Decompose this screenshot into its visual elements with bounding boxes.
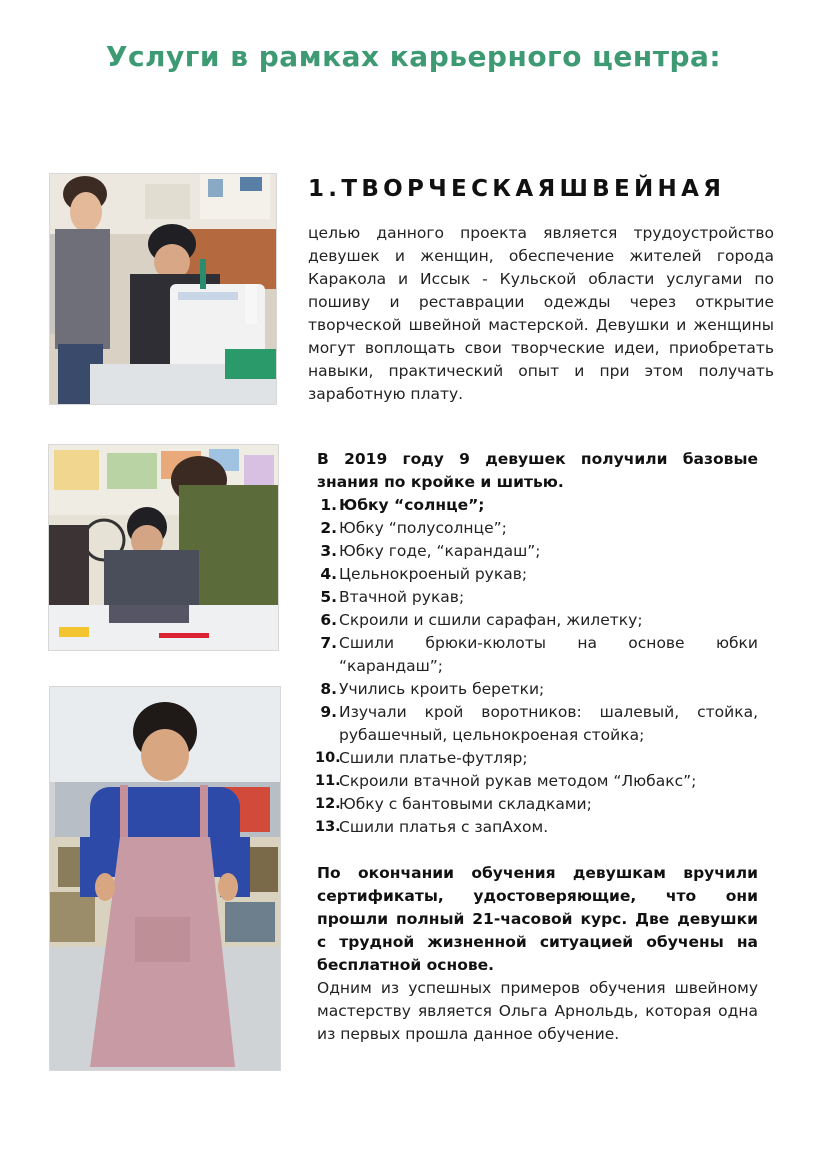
certificates-paragraph: По окончании обучения девушкам вручили сертификаты, удостоверяющие, что они прошли полный 21-часовой курс. Две девушки с трудной жизненной ситуацией обучены на бесплатной основе. xyxy=(317,864,758,974)
list-item: 8. Учились кроить беретки; xyxy=(320,680,545,698)
list-item: 9. Изучали крой воротников: шалевый, стойка, рубашечный, цельнокроеная стойка; xyxy=(320,703,758,744)
success-example-paragraph: Одним из успешных примеров обучения швейному мастерству является Ольга Арнольдь, которая одна из первых прошла данное обучение. xyxy=(317,979,758,1043)
page-title: Услуги в рамках карьерного центра: xyxy=(105,40,722,73)
list-item: 7. Сшили брюки-кюлоты на основе юбки “карандаш”; xyxy=(320,634,758,675)
list-item: 1. Юбку “солнце”; xyxy=(320,496,485,514)
list-item: 3. Юбку годе, “карандаш”; xyxy=(320,542,541,560)
list-item: 4. Цельнокроеный рукав; xyxy=(320,565,528,583)
course-list xyxy=(317,494,758,839)
pinafore-dress-photo xyxy=(49,686,281,1071)
list-item: 11. Скроили втачной рукав методом “Любакс”; xyxy=(315,772,697,790)
fabric-cutting-photo xyxy=(48,444,279,651)
training-results xyxy=(317,448,758,1046)
section-heading: 1.ТВОРЧЕСКАЯШВЕЙНАЯ xyxy=(308,176,726,202)
project-description: целью данного проекта является трудоустройство девушек и женщин, обеспечение жителей города Каракола и Иссык - Кульской области услугами по пошиву и реставрации одежды через открытие творческой швейной мастерской. Девушки и женщины могут воплощать свои творческие идеи, приобретать навыки, практический опыт и при этом получать заработную плату. xyxy=(308,224,774,403)
results-lead: В 2019 году 9 девушек получили базовые знания по кройке и шитью. xyxy=(317,450,758,491)
list-item: 10. Сшили платье-футляр; xyxy=(315,749,528,767)
list-item: 6. Скроили и сшили сарафан, жилетку; xyxy=(320,611,643,629)
sewing-machine-photo xyxy=(49,173,277,405)
list-item: 12. Юбку с бантовыми складками; xyxy=(315,795,592,813)
list-item: 13. Сшили платья с запАхом. xyxy=(315,818,549,836)
list-item: 2. Юбку “полусолнце”; xyxy=(320,519,507,537)
list-item: 5. Втачной рукав; xyxy=(320,588,465,606)
